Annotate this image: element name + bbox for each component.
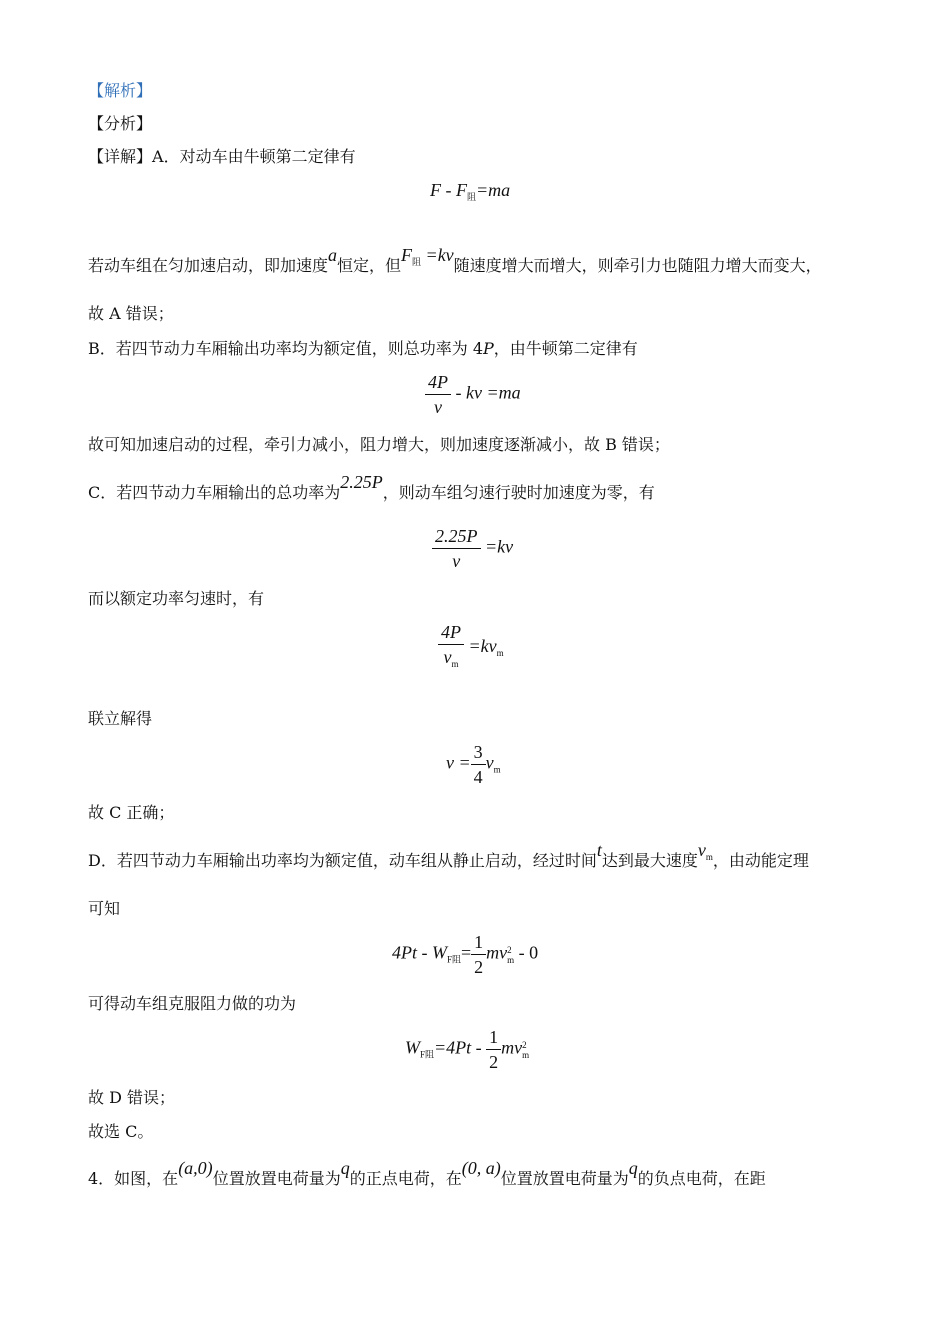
- option-c-rated: 而以额定功率匀速时，有: [88, 589, 265, 608]
- equation-c-uniform: $\frac{2.25P}{v}$ =kv: [432, 524, 513, 573]
- inline-a: a: [328, 245, 338, 265]
- option-a-text: 若动车组在匀加速启动，即加速度a恒定，但$F_阻 =kv$随速度增大而增大，则牵引力也随阻力增大而变大，: [88, 245, 822, 275]
- analysis-label: 【解析】: [88, 81, 153, 100]
- breakdown-label: 【分析】: [88, 114, 153, 133]
- equation-c-result: v = $\frac{3}{4}$ $v_m$: [446, 742, 501, 787]
- inline-vm: $v_m$: [697, 840, 713, 862]
- equation-d-energy: $4Pt - W_{F阻}=$ $\frac{1}{2}$ mv 2 m - 0: [392, 932, 539, 977]
- final-answer: 故选 C。: [88, 1122, 154, 1141]
- question-4-text: 4．如图，在(a,0)位置放置电荷量为q的正点电荷，在(0, a)位置放置电荷量为q的负点电荷，在距: [88, 1158, 766, 1188]
- equation-newton-a: $F - F_阻=ma$: [430, 180, 511, 202]
- inline-t: t: [596, 840, 602, 860]
- option-d-text: D．若四节动力车厢输出功率均为额定值，动车组从静止启动，经过时间t达到最大速度$v_m$，由动能定理: [88, 840, 809, 870]
- option-c-conclusion: 故 C 正确；: [88, 803, 175, 822]
- detail-label: 【详解】: [88, 147, 153, 166]
- inline-q-2: q: [628, 1158, 638, 1178]
- detail-line-a: [88, 146, 356, 168]
- option-b-conclusion: 故可知加速启动的过程，牵引力减小，阻力增大，则加速度逐渐减小，故 B 错误；: [88, 435, 670, 454]
- option-a-conclusion: 故 A 错误；: [88, 304, 174, 323]
- inline-coord-2: (0, a): [461, 1158, 501, 1178]
- option-d-work-text: 可得动车组克服阻力做的功为: [88, 994, 297, 1013]
- option-d-conclusion: 故 D 错误；: [88, 1088, 176, 1107]
- equation-c-rated: $\frac{4P}{v_m}$ $=kv_m$: [438, 620, 504, 676]
- option-b-text: B．若四节动力车厢输出功率均为额定值，则总功率为 4P，由牛顿第二定律有: [88, 339, 638, 358]
- inline-f-resistance: $F_阻 =kv$: [401, 245, 454, 267]
- option-d-know: 可知: [88, 899, 121, 918]
- inline-coord-1: (a,0): [178, 1158, 213, 1178]
- equation-newton-b: $\frac{4P}{v}$ - kv =ma: [425, 370, 521, 419]
- equation-d-work: $W_{F阻}=4Pt$ - $\frac{1}{2}$ mv 2 m: [405, 1027, 530, 1072]
- option-c-solve: 联立解得: [88, 709, 153, 728]
- inline-2-25p: 2.25P: [340, 472, 383, 492]
- inline-q-1: q: [340, 1158, 350, 1178]
- option-c-text: C．若四节动力车厢输出的总功率为2.25P，则动车组匀速行驶时加速度为零，有: [88, 472, 655, 502]
- option-a-intro: A．对动车由牛顿第二定律有: [152, 147, 356, 166]
